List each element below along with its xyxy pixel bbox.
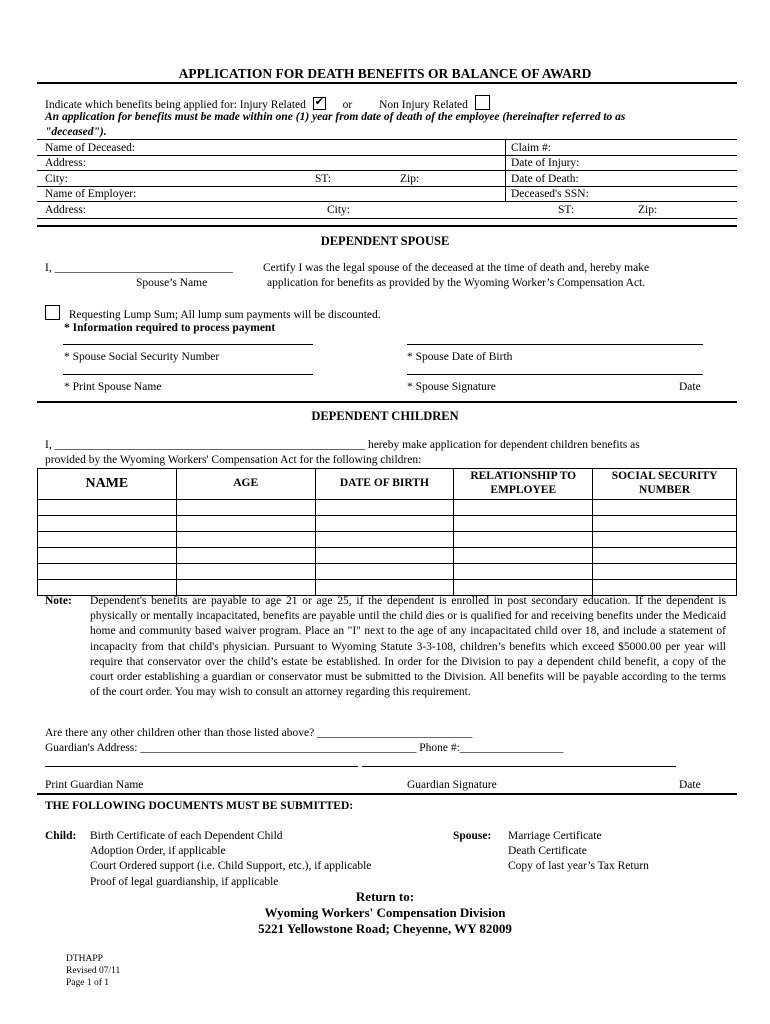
child-docs-list <box>90 829 371 890</box>
table-cell[interactable] <box>454 516 593 532</box>
notice-line-1: An application for benefits must be made within one (1) year from date of death of the employee (hereinafter referred to as <box>45 111 626 123</box>
spouse-ssn-input-line[interactable] <box>63 344 313 345</box>
table-cell[interactable] <box>454 564 593 580</box>
col-ssn-header-2: NUMBER <box>639 484 691 496</box>
name-of-deceased-field[interactable]: Name of Deceased: <box>45 142 136 154</box>
child-docs-label: Child: <box>45 830 77 842</box>
list-item: Adoption Order, if applicable <box>90 845 226 858</box>
note-text: Dependent's benefits are payable to age 21 or age 25, if the dependent is enrolled in post secondary education. If the dependent is physically or mentally incapacitated, benefits are payable until the child dies or is qualified for and receiving benefits under the Medicaid home and community based waiver program. Place an "I" next to the age of any incapacitated child over 18, and include a statement of incapacity from that child's physician. Pursuant to Wyoming Statute 3-3-108, children’s benefits which exceed $5000.00 per year will require that conservator over the child’s estate be established. In order for the Division to pay a dependent child benefit, a copy of the court order establishing a guardian or conservator must be submitted to the Division. All benefits will be payable according to the terms of the court order. You may wish to consult an attorney regarding this requirement. <box>90 595 726 699</box>
table-cell[interactable] <box>38 500 177 516</box>
table-cell[interactable] <box>38 532 177 548</box>
table-cell[interactable] <box>593 532 737 548</box>
table-cell[interactable] <box>593 500 737 516</box>
title-rule <box>37 82 737 84</box>
table-cell[interactable] <box>315 516 454 532</box>
zip-field[interactable]: Zip: <box>400 173 420 185</box>
spouse-docs-list <box>508 829 649 875</box>
col-relationship-header-2: EMPLOYEE <box>490 484 557 496</box>
deceased-info-grid <box>37 139 737 219</box>
date-of-injury-field[interactable]: Date of Injury: <box>511 157 580 169</box>
list-item: Death Certificate <box>508 845 587 858</box>
table-cell[interactable] <box>176 516 315 532</box>
claim-number-field[interactable]: Claim #: <box>511 142 551 154</box>
table-cell[interactable] <box>315 564 454 580</box>
children-table <box>37 468 737 596</box>
employer-address-field[interactable]: Address: <box>45 204 86 216</box>
table-row <box>38 564 737 580</box>
grid-row-line <box>37 170 737 171</box>
benefits-prompt: Indicate which benefits being applied for: Injury Related <box>45 99 306 111</box>
spouse-dob-label: * Spouse Date of Birth <box>407 351 513 363</box>
check-icon: ✔ <box>314 95 324 108</box>
page-title: APPLICATION FOR DEATH BENEFITS OR BALANCE OF AWARD <box>178 66 592 81</box>
page-number: Page 1 of 1 <box>66 978 110 988</box>
footer-info <box>66 953 120 989</box>
spouse-dob-input-line[interactable] <box>407 344 703 345</box>
guardian-name-input-line[interactable] <box>45 766 358 767</box>
spouse-date-label: Date <box>679 381 701 393</box>
lump-sum-label: Requesting Lump Sum; All lump sum payments will be discounted. <box>68 309 381 321</box>
list-item: Proof of legal guardianship, if applicable <box>90 875 279 888</box>
info-required-note: * Information required to process payment <box>64 322 276 334</box>
spouse-application-text: application for benefits as provided by the Wyoming Worker’s Compensation Act. <box>267 277 646 289</box>
spouse-ssn-label: * Spouse Social Security Number <box>64 351 220 363</box>
guardian-date-label: Date <box>679 779 701 791</box>
deceased-ssn-field[interactable]: Deceased's SSN: <box>511 188 589 200</box>
list-item: Birth Certificate of each Dependent Child <box>90 830 283 842</box>
guardian-name-label: Print Guardian Name <box>45 779 144 791</box>
table-cell[interactable] <box>176 500 315 516</box>
address-field[interactable]: Address: <box>45 157 86 169</box>
col-age-header: AGE <box>176 469 315 500</box>
grid-row-line <box>37 186 737 187</box>
notice-line-2: "deceased"). <box>45 126 107 138</box>
table-cell[interactable] <box>593 516 737 532</box>
spouse-signature-input-line[interactable] <box>407 374 703 375</box>
table-row <box>38 532 737 548</box>
col-relationship-header-1: RELATIONSHIP TO <box>470 470 577 483</box>
guardian-signature-input-line[interactable] <box>362 766 676 767</box>
employer-state-field[interactable]: ST: <box>558 204 575 216</box>
spouse-signature-label: * Spouse Signature <box>407 381 496 393</box>
list-item: Court Ordered support (i.e. Child Support, etc.), if applicable <box>90 860 372 873</box>
table-cell[interactable] <box>38 564 177 580</box>
date-of-death-field[interactable]: Date of Death: <box>511 173 579 185</box>
grid-row-line <box>37 155 737 156</box>
non-injury-checkbox[interactable] <box>475 95 490 110</box>
col-dob-header: DATE OF BIRTH <box>315 469 454 500</box>
employer-name-field[interactable]: Name of Employer: <box>45 188 137 200</box>
return-address: 5221 Yellowstone Road; Cheyenne, WY 82009 <box>258 921 512 936</box>
table-cell[interactable] <box>593 564 737 580</box>
list-item: Marriage Certificate <box>508 830 602 842</box>
table-cell[interactable] <box>176 532 315 548</box>
spouse-docs-label: Spouse: <box>453 830 492 842</box>
injury-related-checkbox[interactable] <box>313 97 326 110</box>
lump-sum-checkbox[interactable] <box>45 305 60 320</box>
col-name-header: NAME <box>38 469 177 500</box>
employer-zip-field[interactable]: Zip: <box>638 204 658 216</box>
other-children-question[interactable]: Are there any other children other than those listed above? ___________________________ <box>45 727 473 739</box>
guardian-address-line[interactable]: Guardian's Address: ________________________________________________ Phone #:__________________ <box>45 742 564 754</box>
children-provided-text: provided by the Wyoming Workers' Compensation Act for the following children: <box>45 454 422 466</box>
form-code: DTHAPP <box>66 954 103 964</box>
table-cell[interactable] <box>454 548 593 564</box>
table-cell[interactable] <box>176 564 315 580</box>
return-to-label: Return to: <box>355 889 415 904</box>
dependent-children-heading: DEPENDENT CHILDREN <box>311 409 459 423</box>
spouse-name-line[interactable]: I, _______________________________ <box>45 262 233 274</box>
or-text: or <box>342 99 353 111</box>
table-cell[interactable] <box>38 548 177 564</box>
list-item: Copy of last year’s Tax Return <box>508 860 649 873</box>
grid-row-line <box>37 201 737 202</box>
section-rule <box>37 793 737 795</box>
col-ssn-header <box>593 469 737 500</box>
revision-date: Revised 07/11 <box>66 966 121 976</box>
note-label: Note: <box>45 595 72 607</box>
spouse-print-name-input-line[interactable] <box>63 374 313 375</box>
table-cell[interactable] <box>454 500 593 516</box>
state-field[interactable]: ST: <box>315 173 332 185</box>
table-row <box>38 500 737 516</box>
lump-sum-row <box>45 305 381 322</box>
documents-heading: THE FOLLOWING DOCUMENTS MUST BE SUBMITTED: <box>45 800 354 812</box>
table-cell[interactable] <box>593 548 737 564</box>
return-org: Wyoming Workers' Compensation Division <box>264 905 506 920</box>
table-row <box>38 548 737 564</box>
guardian-signature-label: Guardian Signature <box>407 779 497 791</box>
spouse-print-name-label: * Print Spouse Name <box>64 381 162 393</box>
table-cell[interactable] <box>38 516 177 532</box>
table-cell[interactable] <box>315 500 454 516</box>
dependent-spouse-heading: DEPENDENT SPOUSE <box>320 234 450 248</box>
table-row <box>38 516 737 532</box>
city-field[interactable]: City: <box>45 173 69 185</box>
table-cell[interactable] <box>315 532 454 548</box>
col-ssn-header-1: SOCIAL SECURITY <box>611 470 718 483</box>
section-rule <box>37 225 737 227</box>
non-injury-label: Non Injury Related <box>379 99 468 111</box>
children-table-header <box>38 469 737 500</box>
spouse-name-label: Spouse’s Name <box>136 277 208 289</box>
employer-city-field[interactable]: City: <box>327 204 351 216</box>
spouse-certify-text: Certify I was the legal spouse of the deceased at the time of death and, hereby make <box>263 262 650 274</box>
table-cell[interactable] <box>454 532 593 548</box>
children-applicant-line[interactable]: I, ______________________________________________________ hereby make application for dependent children benefits as <box>45 439 640 451</box>
section-rule <box>37 401 737 403</box>
table-cell[interactable] <box>315 548 454 564</box>
col-relationship-header <box>454 469 593 500</box>
table-cell[interactable] <box>176 548 315 564</box>
